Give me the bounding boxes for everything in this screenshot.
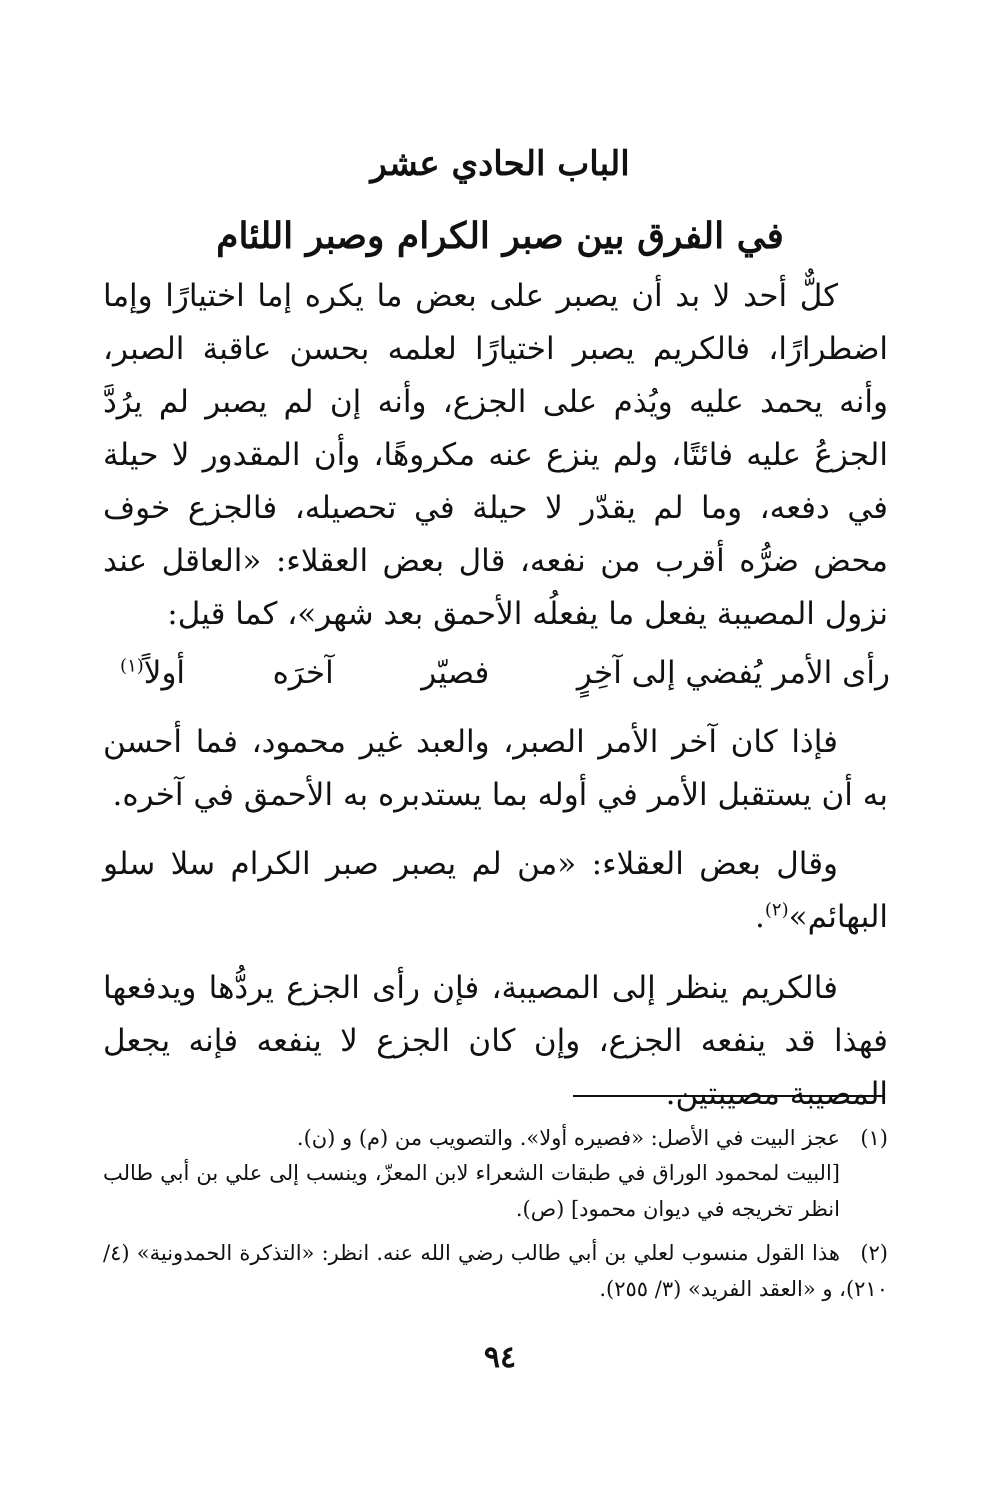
- footnote-ref-1: (١): [120, 655, 144, 677]
- footnote-2-number: (٢): [860, 1241, 888, 1265]
- paragraph-2: فإذا كان آخر الأمر الصبر، والعبد غير محمود، فما أحسن به أن يستقبل الأمر في أوله بما يستدبره به الأحمق في آخره.: [103, 724, 888, 813]
- footnote-ref-2: (٢): [764, 899, 789, 921]
- paragraph-3-end: .: [755, 899, 765, 935]
- verse-middle-word: فصيّر: [421, 655, 490, 691]
- paragraph-1: كلٌّ أحد لا بد أن يصبر على بعض ما يكره إما اختيارًا وإما اضطرارًا، فالكريم يصبر اختيارًا لعلمه بحسن عاقبة الصبر، وأنه يحمد عليه ويُذم على الجزع، وأنه إن لم يصبر لم يرُدَّ الجزعُ عليه فائتًا، ولم ينزع عنه مكروهًا، وأن المقدور لا حيلة في دفعه، وما لم يقدّر لا حيلة في تحصيله، فالجزع خوف محض ضرُّه أقرب من نفعه، قال بعض العقلاء: «العاقل عند نزول المصيبة يفعل ما يفعلُه الأحمق بعد شهر»، كما قيل:: [103, 278, 888, 632]
- verse-right-hemistich: رأى الأمر يُفضي إلى آخِرٍ: [576, 655, 890, 691]
- verse-last-word: أولاً: [143, 655, 186, 691]
- poetry-verse: [120, 645, 890, 701]
- paragraph-3: [103, 838, 888, 944]
- footnote-1-text: عجز البيت في الأصل: «فصيره أولا». والتصويب من (م) و (ن).: [296, 1126, 840, 1150]
- paragraph-3-text: وقال بعض العقلاء: «من لم يصبر صبر الكرام سلا سلو البهائم»: [103, 846, 888, 935]
- paragraph-4: فالكريم ينظر إلى المصيبة، فإن رأى الجزع يردُّها ويدفعها فهذا قد ينفعه الجزع، وإن كان الجزع لا ينفعه فإنه يجعل المصيبة مصيبتين.: [103, 970, 888, 1112]
- chapter-heading: الباب الحادي عشر: [370, 144, 630, 184]
- footnote-2: [103, 1235, 888, 1307]
- page-number: ٩٤: [483, 1340, 517, 1375]
- footnote-1-number: (١): [860, 1126, 888, 1150]
- footnote-1: [103, 1120, 888, 1156]
- footnote-divider: [573, 1095, 885, 1097]
- verse-left-hemistich-a: آخرَه: [272, 655, 334, 691]
- verse-left-hemistich-b: [120, 645, 185, 701]
- footnote-1-continuation: [البيت لمحمود الوراق في طبقات الشعراء لابن المعزّ، وينسب إلى علي بن أبي طالب انظر تخريجه في ديوان محمود] (ص).: [103, 1161, 840, 1221]
- footnote-2-text: هذا القول منسوب لعلي بن أبي طالب رضي الله عنه. انظر: «التذكرة الحمدونية» (٤/ ٢١٠)، و «العقد الفريد» (٣/ ٢٥٥).: [103, 1241, 888, 1301]
- chapter-subtitle: في الفرق بين صبر الكرام وصبر اللئام: [216, 215, 784, 257]
